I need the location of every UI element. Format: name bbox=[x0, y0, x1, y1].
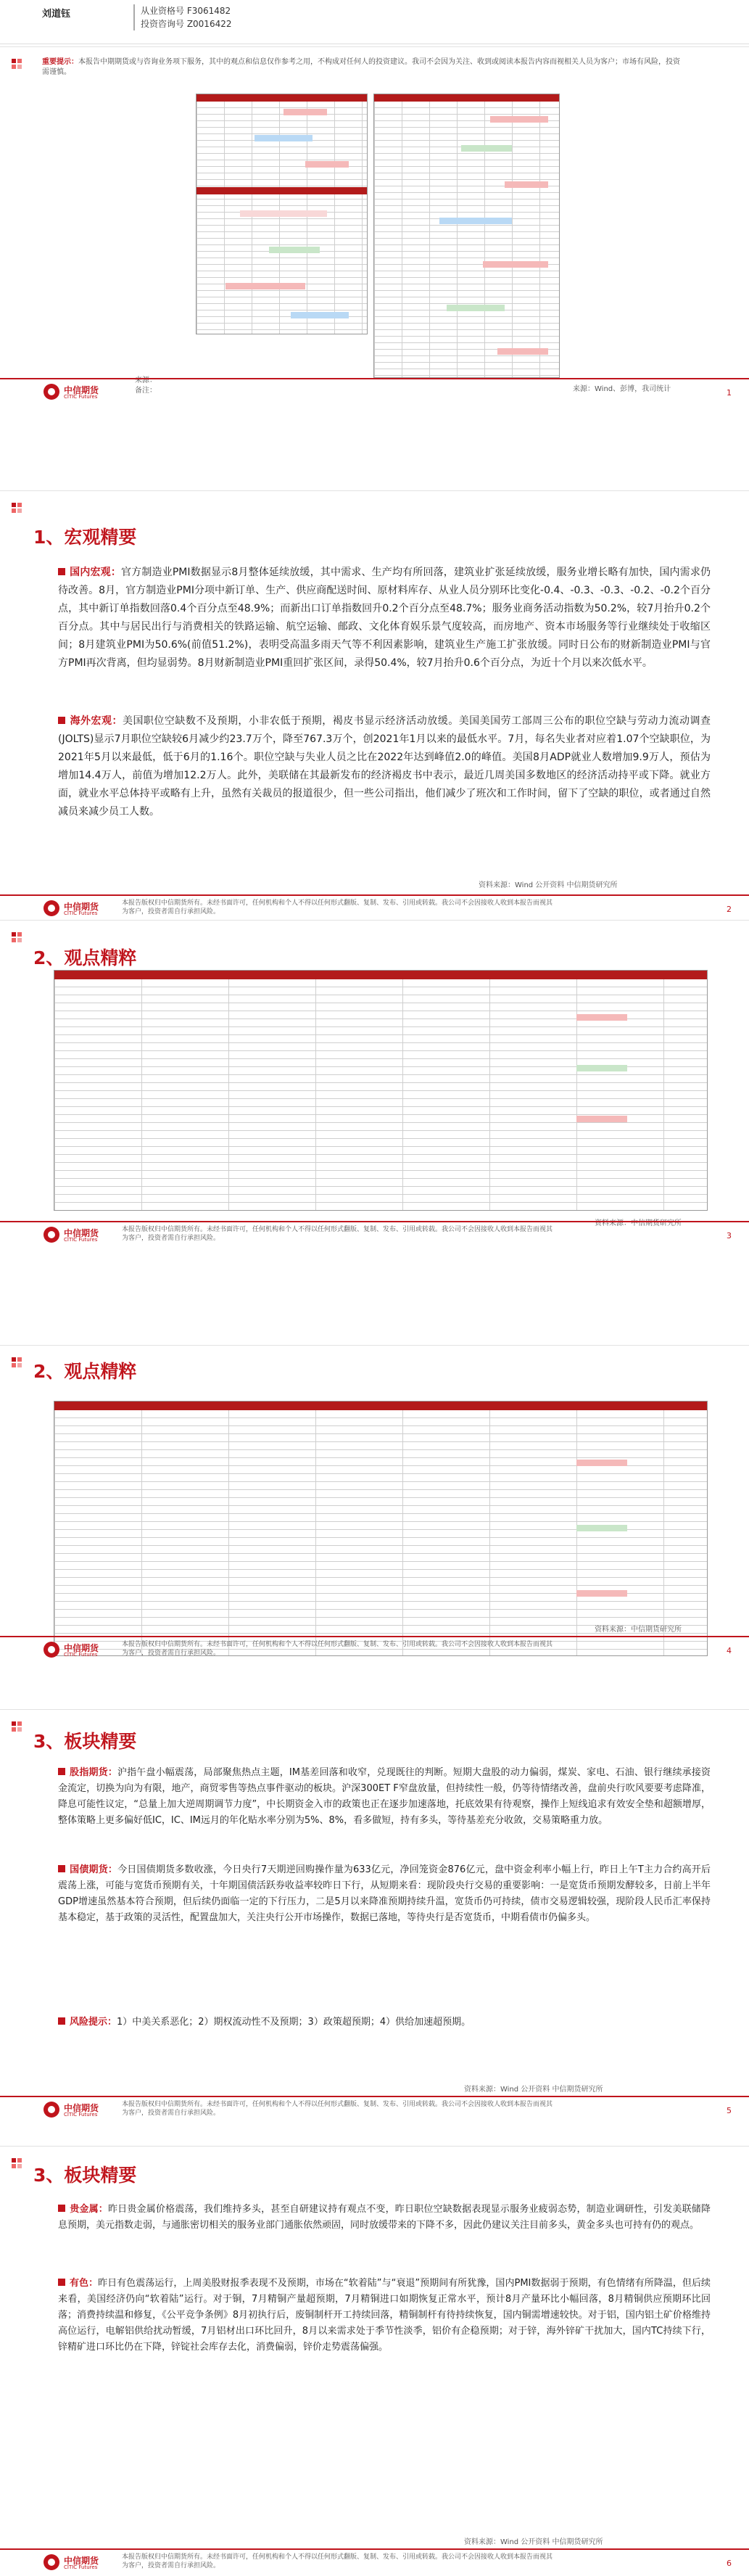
nonferrous-text: 昨日有色震荡运行，上周美股财报季表现不及预期，市场在“软着陆”与“衰退”预期间有所犹豫，国内PMI数据弱于预期，有色情绪有所降温，但后续来看，美国经济仍向“软着陆”运行。对于铜，7月精铜产量超预期，7月精铜进口如期恢复正常水平，预计8月产量环比小幅回落，8月精铜供应预期环比回落；消费持续温和修复，《公平竞争条例》8月初执行后，废铜制杆开工持续回落，精铜制杆有待持续恢复，国内铜需增速较快。对于铝，国内铝土矿价格维持高位运行，电解铝供给扰动暂缓，7月铝材出口环比回升，8月以来需求处于季节性淡季，铝价有企稳预期；对于锌，海外锌矿干扰加大，国内TC持续下行，锌精矿进口环比仍在下降，锌锭社会库存去化，消费偏弱，锌价走势震荡偏强。 bbox=[58, 2278, 711, 2353]
page-number: 4 bbox=[727, 1646, 732, 1655]
slide-footer bbox=[0, 894, 749, 921]
footer-disclaimer: 本报告版权归中信期货所有。未经书面许可，任何机构和个人不得以任何形式翻版、复制、发布、引用或转载。我公司不会因接收人收到本报告而视其为客户，投资者需自行承担风险。 bbox=[122, 1641, 553, 1657]
logo-en: CITIC Futures bbox=[64, 1237, 98, 1243]
slide-footer bbox=[0, 2548, 749, 2575]
nonferrous-label: 有色： bbox=[70, 2278, 99, 2289]
bullet-icon bbox=[58, 717, 65, 724]
slide-5 bbox=[0, 1709, 749, 2145]
heat-cell bbox=[490, 116, 548, 123]
footer-disclaimer: 本报告版权归中信期货所有。未经书面许可，任何机构和个人不得以任何形式翻版、复制、发布、引用或转载。我公司不会因接收人收到本报告而视其为客户，投资者需自行承担风险。 bbox=[122, 900, 553, 915]
slide-decoration-icon bbox=[12, 2158, 23, 2170]
logo-cn: 中信期货 bbox=[64, 1228, 99, 1238]
author-name: 刘道钰 bbox=[42, 9, 71, 20]
heat-cell bbox=[505, 181, 548, 188]
slide-footer bbox=[0, 1636, 749, 1662]
slide-source: 资料来源：Wind 公开资料 中信期货研究所 bbox=[479, 881, 618, 889]
slide-footer bbox=[0, 2096, 749, 2122]
citic-futures-logo bbox=[44, 384, 110, 401]
table-header-bar bbox=[54, 971, 707, 979]
slide-footer bbox=[0, 1221, 749, 1247]
slide-decoration-icon bbox=[12, 1357, 23, 1369]
slide-decoration-icon bbox=[12, 59, 23, 70]
disclaimer bbox=[42, 57, 680, 78]
slide-source: 资料来源：中信期货研究所 bbox=[595, 1626, 682, 1634]
risk-label: 风险提示： bbox=[70, 2017, 117, 2028]
domestic-macro-text: 官方制造业PMI数据显示8月整体延续放缓，其中需求、生产均有所回落，建筑业扩张延续放缓，服务业增长略有加快，国内需求仍待改善。8月，官方制造业PMI分项中新订单、生产、供应商配送时间、原材料库存、从业人员分别环比变化-0.4、-0.3、-0.3、-0.2、-0.2个百分点，其中新订单指数回落0.4个百分点至48.9%；而新出口订单指数回升0.2个百分点至48.7%；服务业商务活动指数为50.2%，较7月抬升0.2个百分点。其中与居民出行与消费相关的铁路运输、航空运输、邮政、文化体育娱乐景气度较高，而房地产、资本市场服务等行业继续处于收缩区间；8月建筑业PMI为50.6%(前值51.2%)，表明受高温多雨天气等不利因素影响，建筑业生产施工扩张放缓。同时日公布的财新制造业PMI与官方PMI再次背离，但均显弱势。8月财新制造业PMI重回扩张区间，录得50.4%，较7月抬升0.6个百分点，为近十个月以来次低水平。 bbox=[58, 567, 711, 669]
page-number: 5 bbox=[727, 2106, 732, 2115]
heat-cell bbox=[576, 1590, 627, 1597]
bullet-icon bbox=[58, 1865, 65, 1872]
logo-en: CITIC Futures bbox=[64, 910, 98, 916]
domestic-macro-paragraph bbox=[58, 564, 711, 672]
logo-en: CITIC Futures bbox=[64, 2564, 98, 2570]
page-number: 1 bbox=[727, 388, 732, 398]
heat-cell bbox=[255, 135, 313, 141]
views-table bbox=[54, 970, 708, 1211]
heat-cell bbox=[269, 247, 320, 253]
nonferrous-paragraph bbox=[58, 2276, 711, 2355]
heat-cell bbox=[576, 1014, 627, 1021]
section-title: 2、观点精粹 bbox=[33, 1361, 137, 1382]
stock-index-label: 股指期货： bbox=[70, 1767, 117, 1778]
heat-cell bbox=[497, 348, 548, 355]
slide-decoration-icon bbox=[12, 503, 23, 514]
slide-source: 来源：Wind、彭博，我司统计 bbox=[573, 385, 671, 393]
market-table-right bbox=[373, 94, 560, 378]
slide-decoration-icon bbox=[12, 1721, 23, 1733]
heat-cell bbox=[305, 161, 349, 168]
page-number: 6 bbox=[727, 2559, 732, 2568]
bullet-icon bbox=[58, 568, 65, 575]
page-header bbox=[0, 0, 749, 44]
citic-futures-logo bbox=[44, 1227, 110, 1244]
bullet-icon bbox=[58, 1768, 65, 1775]
table-header-bar bbox=[374, 94, 559, 102]
legend-note-2: 备注： bbox=[135, 387, 157, 395]
heat-cell bbox=[576, 1525, 627, 1531]
footer-disclaimer: 本报告版权归中信期货所有。未经书面许可，任何机构和个人不得以任何形式翻版、复制、发布、引用或转载。我公司不会因接收人收到本报告而视其为客户，投资者需自行承担风险。 bbox=[122, 1226, 553, 1242]
slide-4 bbox=[0, 1345, 749, 1679]
bond-futures-paragraph bbox=[58, 1862, 711, 1926]
logo-cn: 中信期货 bbox=[64, 2103, 99, 2113]
cert-line-1: 从业资格号 F3061482 bbox=[141, 6, 231, 16]
footer-disclaimer: 本报告版权归中信期货所有。未经书面许可，任何机构和个人不得以任何形式翻版、复制、发布、引用或转载。我公司不会因接收人收到本报告而视其为客户，投资者需自行承担风险。 bbox=[122, 2554, 553, 2569]
stock-index-text: 沪指午盘小幅震荡，局部聚焦热点主题，IM基差回落和收窄，兑现既往的判断。短期大盘股的动力偏弱，煤炭、家电、石油、银行继续承接资金流定，切换为向为有限，地产，商贸零售等热点事件驱动的板块。沪深300ET F窄盘放量，但持续性一般，仍等待情绪改善，盘前央行吹风要要考虑降准，降息可能性议定，“总量上加大逆周期调节力度”，中长期资金入市的政策也正在逐步加速落地，托底效果有待观察，操作上短线追求有效安全垫和超额增厚，整体策略上更多偏好低IC，IC、IM远月的年化贴水率分别为5%、8%，看多做短，持有多头，等待基差充分收敛，交易策略重力放。 bbox=[58, 1767, 711, 1826]
citic-futures-logo bbox=[44, 2554, 110, 2572]
citic-futures-logo bbox=[44, 1642, 110, 1659]
logo-en: CITIC Futures bbox=[64, 394, 98, 400]
logo-cn: 中信期货 bbox=[64, 1643, 99, 1653]
heat-cell bbox=[461, 145, 512, 152]
stock-index-paragraph bbox=[58, 1765, 711, 1829]
overseas-macro-text: 美国职位空缺数不及预期，小非农低于预期，褐皮书显示经济活动放缓。美国美国劳工部周三公布的职位空缺与劳动力流动调查(JOLTS)显示7月职位空缺较6月减少约23.7万个，降至767.3万个，创2021年1月以来的最低水平。7月，每名失业者对应着1.07个空缺职位，为2021年5月以来最低，低于6月的1.16个。职位空缺与失业人员之比在2022年达到峰值2.0的峰值。美国8月ADP就业人数增加9.9万人，预估为增加14.4万人，前值为增加12.2万人。此外，美联储在其最新发布的经济褐皮书中表示，最近几周美国多数地区的经济活动持平或下降。就业方面，就业水平总体持平或略有上升，虽然有关裁员的报道很少，但一些公司指出，他们减少了班次和工作时间，留下了空缺的职位，或者通过自然减员来减少员工人数。 bbox=[58, 715, 711, 818]
legend-note-1: 来源： bbox=[135, 376, 157, 384]
precious-metals-text: 昨日贵金属价格震荡，我们维持多头，甚至自研建议持有观点不变，昨日职位空缺数据表现显示服务业疲弱态势，制造业调研性，引发美联储降息预期，美元指数走弱，与通胀密切相关的服务业部门通胀依然顽固，同时放缓带来的下降不多，因此仍建议关注目前多头，黄金多头也可持有仍的观点。 bbox=[58, 2204, 711, 2231]
disclaimer-text: 本报告中期期货或与咨询业务项下服务，其中的观点和信息仅作参考之用，不构成对任何人的投资建议。我司不会因为关注、收到或阅读本报告内容而视相关人员为客户；市场有风险，投资需谨慎。 bbox=[42, 58, 680, 76]
slide-3 bbox=[0, 920, 749, 1254]
domestic-macro-label: 国内宏观： bbox=[70, 567, 122, 578]
page-number: 3 bbox=[727, 1231, 732, 1240]
views-table-2 bbox=[54, 1401, 708, 1656]
slide-source: 资料来源：中信期货研究所 bbox=[595, 1219, 682, 1227]
slide-source: 资料来源：Wind 公开资料 中信期货研究所 bbox=[464, 2538, 603, 2546]
citic-futures-logo bbox=[44, 2102, 110, 2119]
section-title: 2、观点精粹 bbox=[33, 947, 137, 968]
section-title: 3、板块精要 bbox=[33, 2165, 137, 2186]
logo-en: CITIC Futures bbox=[64, 2112, 98, 2118]
logo-cn: 中信期货 bbox=[64, 385, 99, 395]
slide-2 bbox=[0, 490, 749, 926]
disclaimer-label: 重要提示： bbox=[42, 58, 78, 66]
heat-cell bbox=[576, 1116, 627, 1122]
section-title: 1、宏观精要 bbox=[33, 527, 137, 548]
heat-cell bbox=[447, 305, 505, 311]
section-title: 3、板块精要 bbox=[33, 1731, 137, 1752]
overseas-macro-paragraph bbox=[58, 712, 711, 821]
heat-cell bbox=[240, 210, 327, 217]
logo-cn: 中信期货 bbox=[64, 2556, 99, 2566]
slide-source: 资料来源：Wind 公开资料 中信期货研究所 bbox=[464, 2086, 603, 2094]
heat-cell bbox=[576, 1460, 627, 1466]
citic-futures-logo bbox=[44, 900, 110, 918]
bullet-icon bbox=[58, 2205, 65, 2212]
overseas-macro-label: 海外宏观： bbox=[70, 715, 123, 727]
table-header-bar bbox=[54, 1402, 707, 1410]
slide-footer bbox=[0, 378, 749, 404]
precious-metals-label: 贵金属： bbox=[70, 2204, 108, 2215]
bullet-icon bbox=[58, 2017, 65, 2025]
market-table-left bbox=[196, 94, 368, 334]
risk-text: 1）中美关系恶化；2）期权流动性不及预期；3）政策超预期；4）供给加速超预期。 bbox=[117, 2017, 471, 2028]
footer-disclaimer: 本报告版权归中信期货所有。未经书面许可，任何机构和个人不得以任何形式翻版、复制、发布、引用或转载。我公司不会因接收人收到本报告而视其为客户，投资者需自行承担风险。 bbox=[122, 2101, 553, 2117]
logo-cn: 中信期货 bbox=[64, 902, 99, 912]
bullet-icon bbox=[58, 2279, 65, 2286]
heat-cell bbox=[225, 283, 305, 289]
heat-cell bbox=[483, 261, 548, 268]
heat-cell bbox=[576, 1065, 627, 1071]
precious-metals-paragraph bbox=[58, 2202, 711, 2234]
bond-futures-text: 今日国债期货多数收涨，今日央行7天期逆回购操作量为633亿元，净回笼资金876亿元，盘中资金利率小幅上行，昨日上午T主力合约高开后震荡上涨，可能与宽货币预期有关，十年期国债活跃券收益率较昨日下行，从短期来看：现阶段央行交易的重要影响：一是宽货币预期发酵较多，日前上半年GDP增速虽然基本符合预期，但后续仍面临一定的下行压力，二是5月以来降准预期持续升温，宽货币仍可持续，债市交易逻辑较强，现阶段人民币汇率保持基本稳定，基于政策的灵活性，配置盘加大，关注央行公开市场操作，数据已落地，等待央行是否宽货币，中期看债市仍偏多头。 bbox=[58, 1864, 711, 1923]
heat-cell bbox=[291, 312, 349, 318]
heat-cell bbox=[439, 218, 512, 224]
cert-line-2: 投资咨询号 Z0016422 bbox=[141, 19, 232, 29]
slide-6 bbox=[0, 2146, 749, 2576]
slide-1 bbox=[0, 46, 749, 403]
table-header-bar bbox=[196, 187, 367, 194]
page-number: 2 bbox=[727, 905, 732, 914]
bond-futures-label: 国债期货： bbox=[70, 1864, 118, 1875]
analyst-credentials bbox=[133, 4, 231, 30]
table-header-bar bbox=[196, 94, 367, 102]
logo-en: CITIC Futures bbox=[64, 1652, 98, 1658]
slide-decoration-icon bbox=[12, 932, 23, 944]
risk-paragraph bbox=[58, 2015, 711, 2030]
heat-cell bbox=[284, 109, 327, 115]
